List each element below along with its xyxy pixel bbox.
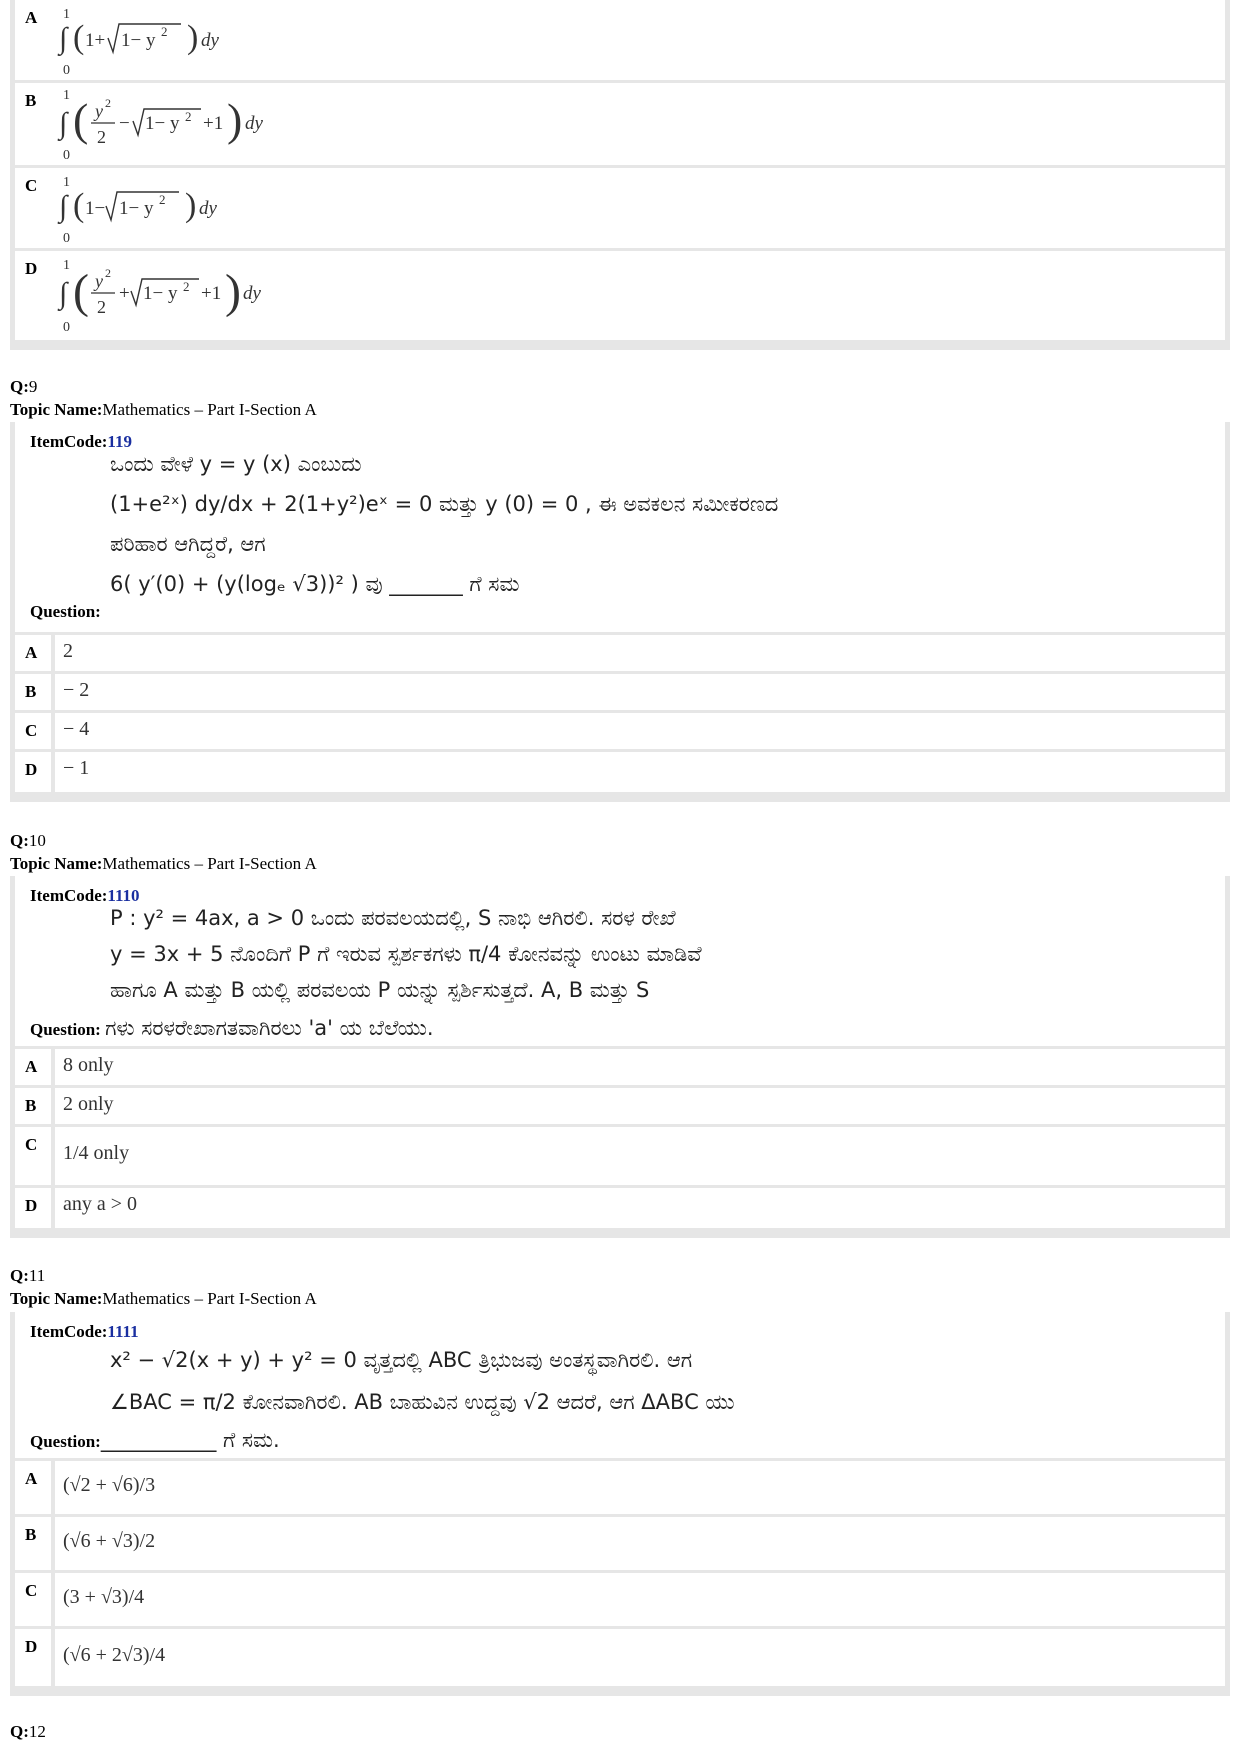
option-text: 2	[63, 640, 73, 662]
option-label: B	[25, 682, 37, 701]
svg-text:): )	[187, 19, 199, 56]
svg-text:0: 0	[63, 231, 70, 246]
q10-option-d[interactable]	[15, 1188, 1225, 1228]
svg-text:1− y: 1− y	[143, 283, 178, 304]
svg-text:dy: dy	[243, 283, 261, 304]
option-label: C	[25, 1135, 38, 1154]
svg-text:1− y: 1− y	[121, 30, 156, 51]
q9-line-1: ಒಂದು ವೇಳೆ y = y (x) ಎಂಬುದು	[110, 452, 362, 476]
svg-text:dy: dy	[245, 113, 263, 134]
svg-text:1−: 1−	[85, 198, 106, 219]
svg-text:−: −	[119, 113, 130, 134]
option-label: B	[25, 1096, 37, 1115]
option-text: − 4	[63, 718, 90, 740]
svg-text:(: (	[73, 19, 85, 56]
q11-option-b[interactable]	[15, 1517, 1225, 1570]
option-label: C	[25, 176, 38, 195]
q9-number: Q:9	[10, 377, 38, 396]
q11-question-text	[110, 1342, 735, 1420]
option-text: (√2 + √6)/3	[63, 1474, 156, 1496]
option-text: (√6 + √3)/2	[63, 1530, 156, 1552]
q8-option-a[interactable]	[15, 0, 1225, 80]
svg-text:y: y	[95, 271, 103, 291]
svg-text:2: 2	[183, 279, 190, 294]
option-text: − 1	[63, 757, 90, 779]
option-label: A	[25, 643, 38, 662]
q10-number: Q:10	[10, 831, 46, 850]
svg-text:dy: dy	[201, 30, 219, 51]
svg-text:1− y: 1− y	[145, 113, 180, 134]
q11-question-label: Question:___________ ಗೆ ಸಮ.	[30, 1428, 280, 1452]
svg-text:y: y	[95, 101, 103, 121]
q9-question-cell	[15, 422, 1225, 632]
q10-line-4: ಗಳು ಸರಳರೇಖಾಗತವಾಗಿರಲು 'a' ಯ ಬೆಲೆಯು.	[105, 1016, 434, 1040]
q8-option-d[interactable]	[15, 251, 1225, 340]
q10-line-2: y = 3x + 5 ನೊಂದಿಗೆ P ಗೆ ಇರುವ ಸ್ಪರ್ಶಕಗಳು π/4 ಕೋನವನ್ನು ಉಂಟು ಮಾಡಿವೆ	[110, 942, 702, 966]
svg-text:1+: 1+	[85, 30, 106, 51]
option-text: (3 + √3)/4	[63, 1586, 145, 1608]
svg-text:∫: ∫	[59, 277, 68, 310]
option-label: D	[25, 760, 38, 779]
svg-text:2: 2	[105, 266, 111, 280]
svg-text:+: +	[119, 283, 130, 304]
q10-option-c[interactable]	[15, 1127, 1225, 1185]
q9-itemcode: ItemCode:119	[30, 432, 132, 451]
q11-itemcode: ItemCode:1111	[30, 1322, 139, 1341]
svg-text:2: 2	[159, 192, 166, 207]
q11-option-d[interactable]	[15, 1629, 1225, 1686]
q8-options-frame	[10, 0, 1230, 350]
q11-number: Q:11	[10, 1266, 46, 1285]
svg-text:2: 2	[105, 96, 111, 110]
q11-option-c[interactable]	[15, 1573, 1225, 1626]
svg-text:1: 1	[63, 258, 70, 273]
q9-option-a[interactable]	[15, 635, 1225, 671]
q9-line-2: (1+e²ˣ) dy/dx + 2(1+y²)eˣ = 0 ಮತ್ತು y (0) = 0 , ಈ ಅವಕಲನ ಸಮೀಕರಣದ	[110, 492, 779, 516]
svg-text:∫: ∫	[59, 107, 68, 140]
option-text: 1/4 only	[63, 1142, 130, 1164]
svg-text:0: 0	[63, 148, 70, 163]
q10-line-3: ಹಾಗೂ A ಮತ್ತು B ಯಲ್ಲಿ ಪರವಲಯ P ಯನ್ನು ಸ್ಪರ್ಶಿಸುತ್ತದೆ. A, B ಮತ್ತು S	[110, 978, 650, 1002]
q8-option-c-formula	[51, 168, 311, 248]
svg-text:∫: ∫	[59, 22, 68, 55]
q9-topic: Topic Name:Mathematics – Part I-Section A	[10, 400, 317, 419]
svg-text:(: (	[73, 94, 89, 145]
q9-option-c[interactable]	[15, 713, 1225, 749]
svg-text:2: 2	[185, 109, 192, 124]
svg-text:(: (	[73, 265, 89, 318]
q11-question-cell	[15, 1312, 1225, 1458]
option-label: B	[25, 91, 37, 110]
option-text: 8 only	[63, 1054, 114, 1076]
q8-option-d-formula	[51, 251, 351, 340]
svg-text:2: 2	[161, 24, 168, 39]
svg-text:): )	[225, 265, 241, 318]
option-label: D	[25, 1637, 38, 1656]
svg-text:∫: ∫	[59, 190, 68, 223]
svg-text:2: 2	[97, 297, 106, 317]
q11-line-2: ∠BAC = π/2 ಕೋನವಾಗಿರಲಿ. AB ಬಾಹುವಿನ ಉದ್ದವು √2 ಆದರೆ, ಆಗ ΔABC ಯು	[110, 1390, 735, 1414]
option-label: A	[25, 8, 38, 27]
q8-option-b-formula	[51, 83, 351, 165]
q8-option-c[interactable]	[15, 168, 1225, 248]
svg-text:0: 0	[63, 320, 70, 335]
svg-text:+1: +1	[203, 113, 224, 134]
option-text: any a > 0	[63, 1193, 138, 1215]
svg-text:1: 1	[63, 7, 70, 22]
q9-option-b[interactable]	[15, 674, 1225, 710]
q9-frame	[10, 422, 1230, 802]
q10-option-b[interactable]	[15, 1088, 1225, 1124]
q8-option-b[interactable]	[15, 83, 1225, 165]
q11-topic: Topic Name:Mathematics – Part I-Section A	[10, 1289, 317, 1308]
svg-text:2: 2	[97, 127, 106, 147]
q10-itemcode: ItemCode:1110	[30, 886, 140, 905]
svg-text:1: 1	[63, 88, 70, 103]
q10-question-label: Question: ಗಳು ಸರಳರೇಖಾಗತವಾಗಿರಲು 'a' ಯ ಬೆಲೆಯು.	[30, 1016, 434, 1040]
q9-option-d[interactable]	[15, 752, 1225, 792]
q11-line-1: x² − √2(x + y) + y² = 0 ವೃತ್ತದಲ್ಲಿ ABC ತ್ರಿಭುಜವು ಅಂತಸ್ಥವಾಗಿರಲಿ. ಆಗ	[110, 1348, 693, 1372]
q9-question-label: Question:	[30, 602, 101, 621]
q10-option-a[interactable]	[15, 1049, 1225, 1085]
svg-text:1− y: 1− y	[119, 198, 154, 219]
svg-text:0: 0	[63, 63, 70, 78]
option-label: A	[25, 1057, 38, 1076]
svg-text:1: 1	[63, 175, 70, 190]
q11-frame	[10, 1312, 1230, 1696]
q10-question-cell	[15, 876, 1225, 1046]
q10-line-1: P : y² = 4ax, a > 0 ಒಂದು ಪರವಲಯದಲ್ಲಿ, S ನಾಭಿ ಆಗಿರಲಿ. ಸರಳ ರೇಖೆ	[110, 906, 676, 930]
svg-text:+1: +1	[201, 283, 222, 304]
option-text: 2 only	[63, 1093, 114, 1115]
option-text: (√6 + 2√3)/4	[63, 1644, 166, 1666]
option-label: A	[25, 1469, 38, 1488]
q10-frame	[10, 876, 1230, 1238]
option-text: − 2	[63, 679, 90, 701]
option-label: D	[25, 259, 38, 278]
q9-line-4: 6( y′(0) + (y(logₑ √3))² ) ವು _______ ಗೆ ಸಮ	[110, 572, 520, 596]
q10-topic: Topic Name:Mathematics – Part I-Section A	[10, 854, 317, 873]
option-label: C	[25, 721, 38, 740]
q9-question-text	[110, 446, 778, 602]
q10-question-text	[110, 900, 702, 1008]
q11-line-3: ___________ ಗೆ ಸಮ.	[100, 1428, 280, 1452]
q12-number: Q:12	[10, 1722, 46, 1741]
option-label: D	[25, 1196, 38, 1215]
svg-text:): )	[185, 187, 197, 224]
option-label: C	[25, 1581, 38, 1600]
svg-text:(: (	[73, 187, 85, 224]
svg-text:dy: dy	[199, 198, 217, 219]
option-label: B	[25, 1525, 37, 1544]
q8-option-a-formula	[51, 0, 311, 80]
q9-line-3: ಪರಿಹಾರ ಆಗಿದ್ದರೆ, ಆಗ	[110, 532, 266, 556]
svg-text:): )	[227, 94, 243, 145]
q11-option-a[interactable]	[15, 1461, 1225, 1514]
